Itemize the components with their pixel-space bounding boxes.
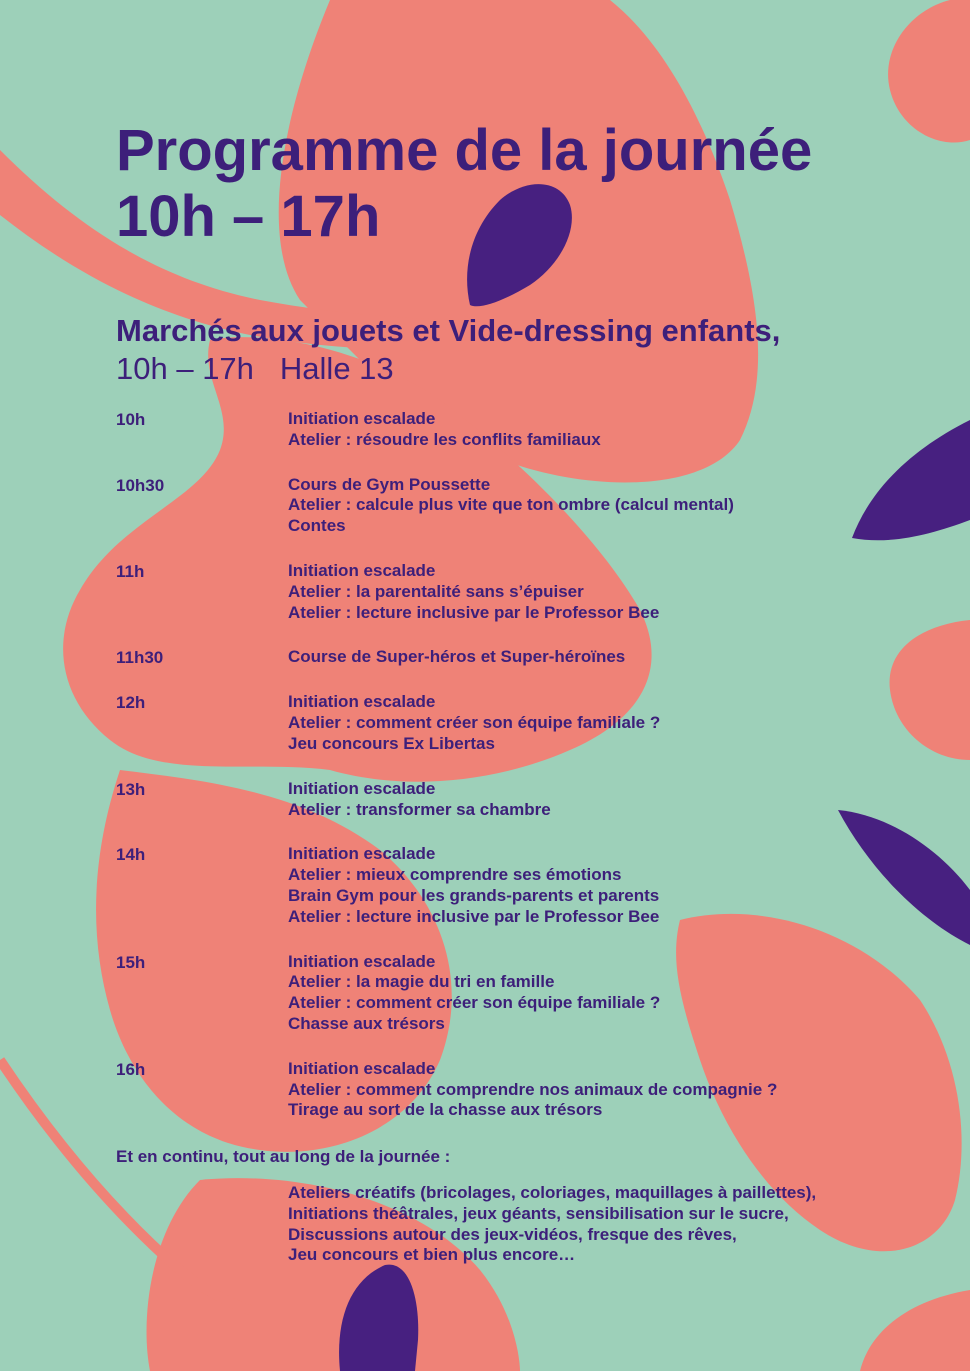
continuous-item: Jeu concours et bien plus encore… bbox=[288, 1245, 576, 1265]
page-title bbox=[116, 118, 812, 250]
schedule-time: 10h30 bbox=[116, 475, 165, 495]
schedule-time: 13h bbox=[116, 779, 146, 799]
schedule-item: Jeu concours Ex Libertas bbox=[288, 733, 495, 753]
schedule-item: Initiation escalade bbox=[288, 951, 436, 971]
schedule-items bbox=[288, 647, 625, 668]
schedule-item: Initiation escalade bbox=[288, 409, 436, 428]
schedule-item: Tirage au sort de la chasse aux trésors bbox=[288, 1100, 603, 1120]
schedule-items bbox=[288, 475, 734, 537]
schedule-time: 16h bbox=[116, 1059, 146, 1079]
schedule-row bbox=[116, 692, 876, 754]
schedule-item: Atelier : comment créer son équipe familiale ? bbox=[288, 713, 661, 733]
subtitle-hours: 10h – 17h bbox=[116, 351, 254, 386]
continuous-item: Ateliers créatifs (bricolages, coloriages, maquillages à paillettes), bbox=[288, 1183, 817, 1202]
continuous-list bbox=[288, 1183, 816, 1266]
schedule-item: Atelier : comment comprendre nos animaux de compagnie ? bbox=[288, 1079, 778, 1099]
schedule-time: 15h bbox=[116, 952, 146, 972]
schedule-item: Initiation escalade bbox=[288, 844, 436, 864]
schedule-items bbox=[288, 779, 551, 821]
schedule-item: Atelier : comment créer son équipe familiale ? bbox=[288, 993, 661, 1013]
schedule-item: Initiation escalade bbox=[288, 692, 436, 712]
subtitle-heading: Marchés aux jouets et Vide-dressing enfants, bbox=[116, 313, 781, 348]
schedule-row bbox=[116, 779, 876, 821]
schedule-item: Chasse aux trésors bbox=[288, 1013, 445, 1033]
continuous-heading: Et en continu, tout au long de la journée : bbox=[116, 1147, 451, 1166]
schedule-time: 10h bbox=[116, 410, 146, 429]
subtitle-block bbox=[116, 312, 780, 388]
schedule-item: Initiation escalade bbox=[288, 560, 436, 580]
schedule-row bbox=[116, 409, 876, 451]
schedule-row bbox=[116, 561, 876, 623]
schedule-row bbox=[116, 475, 876, 537]
schedule-time: 11h30 bbox=[116, 648, 164, 668]
title-line-1: Programme de la journée bbox=[116, 118, 813, 183]
schedule-item: Brain Gym pour les grands-parents et parents bbox=[288, 885, 660, 905]
schedule-item: Atelier : résoudre les conflits familiaux bbox=[288, 429, 601, 449]
schedule-item: Atelier : transformer sa chambre bbox=[288, 799, 551, 819]
schedule-time: 14h bbox=[116, 845, 146, 865]
continuous-item: Discussions autour des jeux-vidéos, fresque des rêves, bbox=[288, 1224, 737, 1244]
schedule-item: Course de Super-héros et Super-héroïnes bbox=[288, 647, 626, 667]
schedule-item: Atelier : la magie du tri en famille bbox=[288, 972, 555, 992]
schedule-item: Atelier : la parentalité sans s’épuiser bbox=[288, 581, 584, 601]
schedule-item: Initiation escalade bbox=[288, 778, 436, 798]
schedule-item: Contes bbox=[288, 516, 346, 536]
subtitle-venue: Halle 13 bbox=[279, 351, 394, 386]
schedule-item: Initiation escalade bbox=[288, 1058, 436, 1078]
subtitle-details bbox=[116, 350, 780, 388]
continuous-item: Initiations théâtrales, jeux géants, sensibilisation sur le sucre, bbox=[288, 1203, 789, 1223]
schedule-items bbox=[288, 952, 660, 1035]
schedule-row bbox=[116, 844, 876, 927]
schedule-items bbox=[288, 409, 601, 451]
schedule-time: 11h bbox=[116, 561, 145, 581]
schedule-time: 12h bbox=[116, 693, 146, 713]
title-line-2: 10h – 17h bbox=[116, 184, 381, 249]
schedule-items bbox=[288, 1059, 777, 1121]
schedule-items bbox=[288, 692, 660, 754]
schedule-item: Atelier : lecture inclusive par le Professor Bee bbox=[288, 906, 660, 926]
schedule-list bbox=[116, 409, 876, 1145]
schedule-items bbox=[288, 561, 659, 623]
schedule-row bbox=[116, 647, 876, 668]
schedule-items bbox=[288, 844, 659, 927]
schedule-item: Atelier : mieux comprendre ses émotions bbox=[288, 865, 622, 885]
schedule-row bbox=[116, 1059, 876, 1121]
schedule-item: Atelier : calcule plus vite que ton ombre (calcul mental) bbox=[288, 495, 734, 515]
schedule-item: Atelier : lecture inclusive par le Professor Bee bbox=[288, 602, 660, 622]
schedule-row bbox=[116, 952, 876, 1035]
schedule-item: Cours de Gym Poussette bbox=[288, 474, 491, 494]
